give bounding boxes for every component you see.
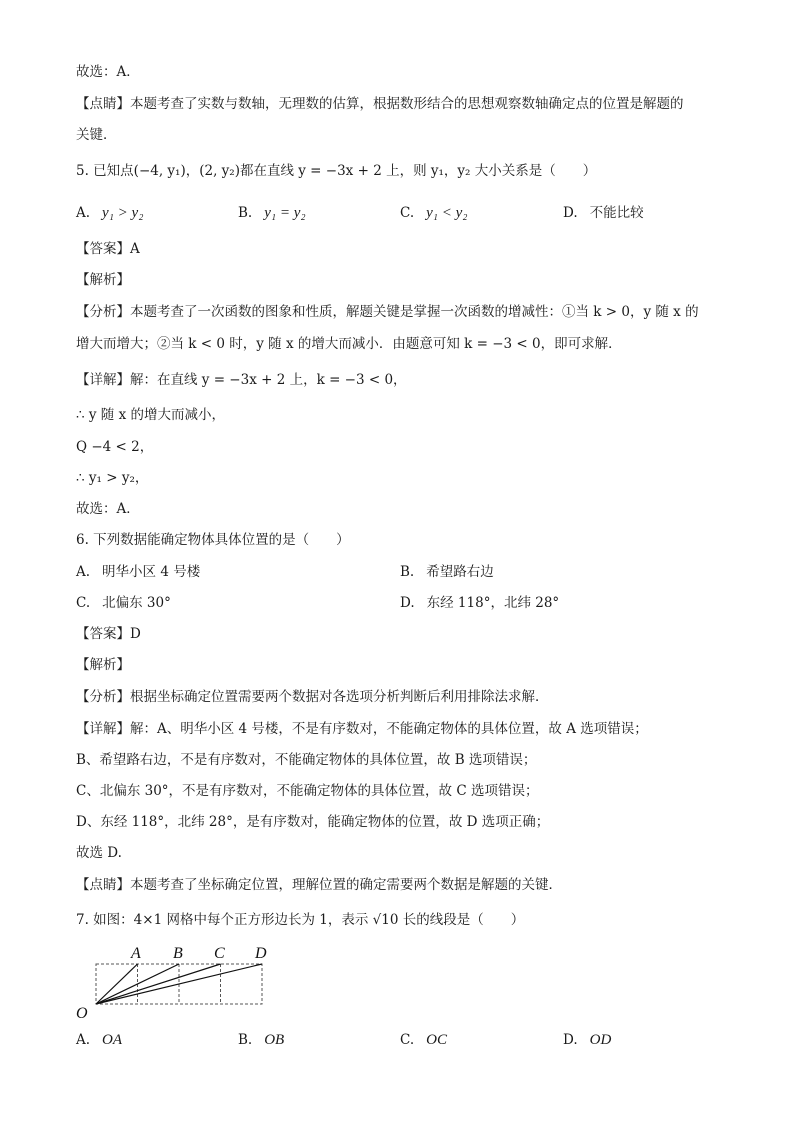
option-5-d	[563, 203, 644, 223]
option-text: y₁ > y₂	[102, 205, 144, 221]
analysis-heading: 【解析】	[76, 272, 130, 288]
option-text: OD	[589, 1032, 612, 1048]
text-line: ∴ y₁ > y₂，	[76, 470, 149, 486]
answer-6: 【答案】D	[76, 626, 141, 642]
option-text: 希望路右边	[426, 564, 494, 580]
text-line: C、北偏东 30°，不是有序数对，不能确定物体的具体位置，故 C 选项错误；	[76, 783, 539, 799]
option-7-a	[76, 1030, 122, 1050]
question-5: 5. 已知点(−4, y₁)，(2, y₂)都在直线 y = −3x + 2 上，则 y₁，y₂ 大小关系是（ ）	[76, 163, 597, 179]
analysis-heading: 【解析】	[76, 657, 130, 673]
segment-oa	[96, 964, 138, 1004]
text-line: ∴ y 随 x 的增大而减小，	[76, 407, 225, 423]
option-text: 东经 118°，北纬 28°	[426, 595, 560, 611]
point-label-c: C	[214, 945, 225, 962]
option-text: y₁ = y₂	[264, 205, 306, 221]
text-line: 【点睛】本题考查了坐标确定位置，理解位置的确定需要两个数据是解题的关键．	[76, 877, 562, 893]
option-5-b	[238, 203, 306, 223]
option-text: 明华小区 4 号楼	[102, 564, 201, 580]
text-line: 【点睛】本题考查了实数与数轴，无理数的估算，根据数形结合的思想观察数轴确定点的位置是解题的	[76, 96, 684, 112]
point-label-o: O	[76, 1005, 88, 1022]
option-label: A.	[76, 205, 91, 221]
point-label-b: B	[173, 945, 183, 962]
text-line: D、东经 118°，北纬 28°，是有序数对，能确定物体的位置，故 D 选项正确；	[76, 814, 550, 830]
option-6-c	[76, 593, 171, 613]
text-line: 增大而增大；②当 k < 0 时，y 随 x 的增大而减小．由题意可知 k = −3 < 0，即可求解．	[76, 336, 622, 352]
option-6-b	[400, 562, 494, 582]
option-label: B.	[400, 564, 415, 580]
text-line: 故选：A．	[76, 64, 140, 80]
answer-5: 【答案】A	[76, 241, 140, 257]
option-7-d	[563, 1030, 611, 1050]
option-text: 不能比较	[589, 205, 644, 221]
option-text: y₁ < y₂	[426, 205, 468, 221]
option-label: C.	[400, 205, 415, 221]
option-text: 北偏东 30°	[102, 595, 171, 611]
option-5-c	[400, 203, 468, 223]
option-6-d	[400, 593, 559, 613]
option-7-c	[400, 1030, 447, 1050]
option-label: A.	[76, 1032, 91, 1048]
option-label: B.	[238, 1032, 253, 1048]
text-line: 故选：A．	[76, 501, 140, 517]
text-line: 关键．	[76, 127, 117, 143]
text-line: 【分析】根据坐标确定位置需要两个数据对各选项分析判断后利用排除法求解．	[76, 689, 549, 705]
question-6: 6. 下列数据能确定物体具体位置的是（ ）	[76, 532, 350, 548]
option-label: D.	[400, 595, 415, 611]
option-label: A.	[76, 564, 91, 580]
segment-oc	[96, 964, 221, 1004]
option-5-a	[76, 203, 143, 223]
option-label: D.	[563, 205, 578, 221]
grid-figure	[70, 938, 280, 1022]
text-line: Q −4 < 2，	[76, 439, 154, 455]
question-7: 7. 如图：4×1 网格中每个正方形边长为 1，表示 √10 长的线段是（ ）	[76, 912, 525, 928]
point-label-a: A	[131, 945, 141, 962]
option-text: OC	[426, 1032, 447, 1048]
option-text: OA	[102, 1032, 123, 1048]
option-6-a	[76, 562, 200, 582]
text-line: 【详解】解：在直线 y = −3x + 2 上，k = −3 < 0，	[76, 372, 407, 388]
point-label-d: D	[255, 945, 267, 962]
option-label: C.	[400, 1032, 415, 1048]
option-label: C.	[76, 595, 91, 611]
option-label: B.	[238, 205, 253, 221]
text-line: 故选 D.	[76, 845, 122, 861]
option-7-b	[238, 1030, 284, 1050]
text-line: 【详解】解：A、明华小区 4 号楼，不是有序数对，不能确定物体的具体位置，故 A 选项错误；	[76, 721, 648, 737]
text-line: B、希望路右边，不是有序数对，不能确定物体的具体位置，故 B 选项错误；	[76, 752, 537, 768]
option-label: D.	[563, 1032, 578, 1048]
option-text: OB	[264, 1032, 285, 1048]
text-line: 【分析】本题考查了一次函数的图象和性质，解题关键是掌握一次函数的增减性：①当 k > 0，y 随 x 的	[76, 304, 699, 320]
